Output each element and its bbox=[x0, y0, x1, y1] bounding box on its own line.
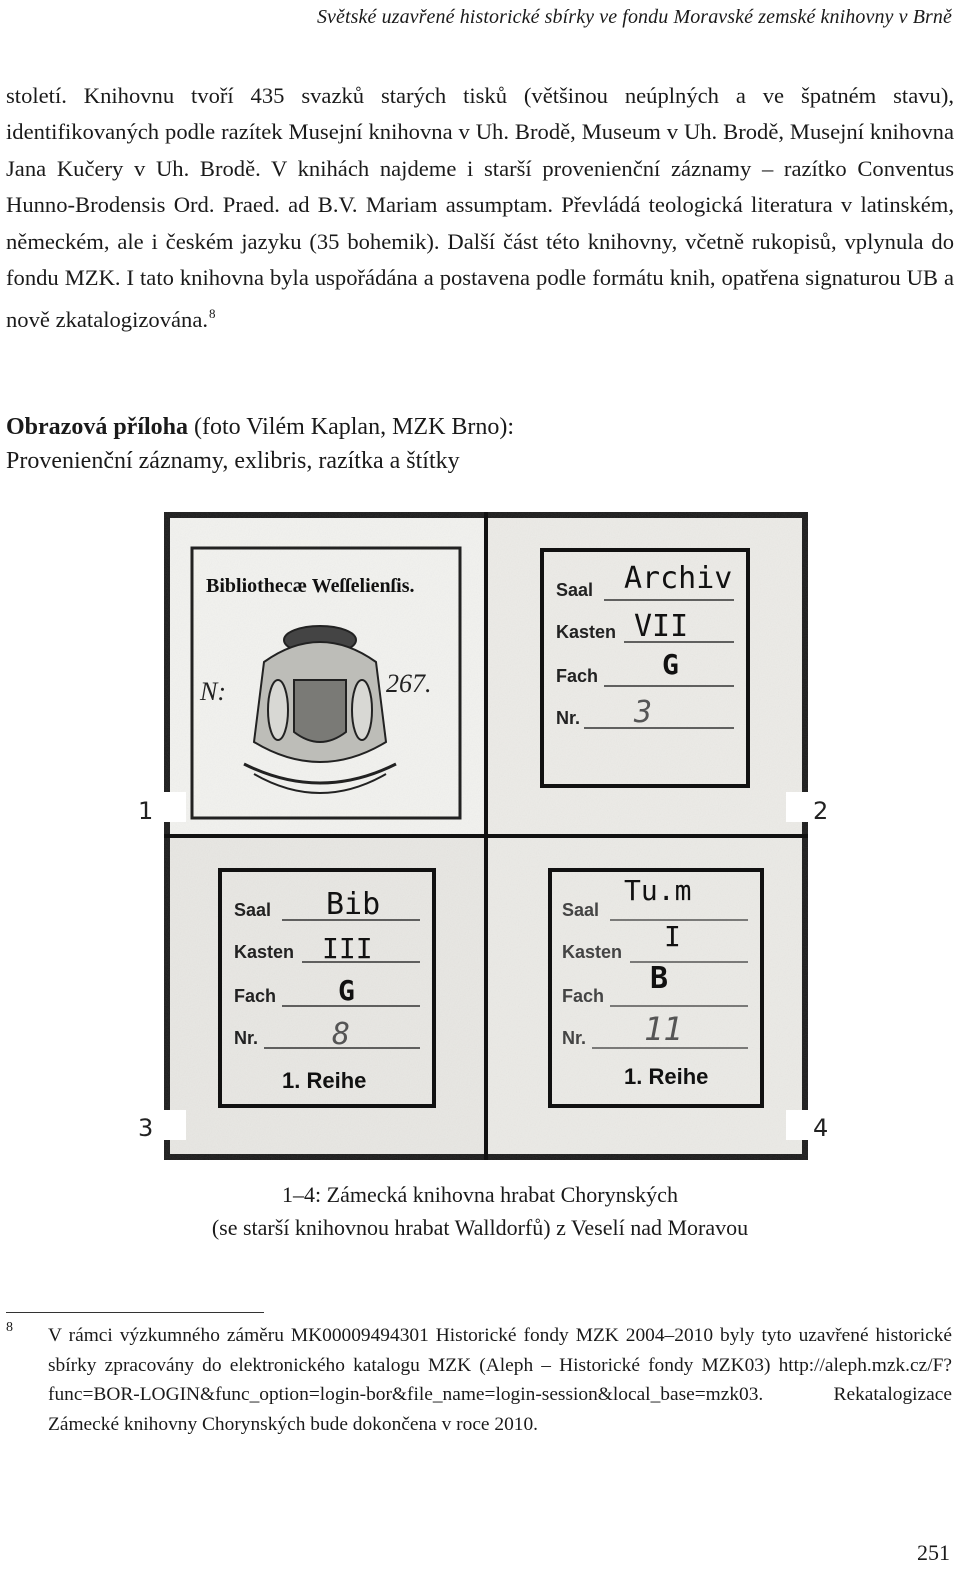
body-paragraph-text: století. Knihovnu tvoří 435 svazků starých tisků (většinou neúplných a ve špatném stavu), identifikovaných podle razítek Musejní knihovna v Uh. Brodě, Museum v Uh. Brodě, Musejní knihovna Jana Kučery v Uh. Brodě. V knihách najdeme i starší provenienční záznamy – razítko Conventus Hunno-Brodensis Ord. Praed. ad B.V. Mariam assumptam. Převládá teologická literatura v latinském, německém, ale i českém jazyku (35 bohemik). Další část této knihovny, včetně rukopisů, vplynula do fondu MZK. I tato knihovna byla uspořádána a postavena podle formátu knih, opatřena signaturou UB a nově zkatalogizována. bbox=[6, 83, 954, 333]
attachment-subtitle: Provenienční záznamy, exlibris, razítka a štítky bbox=[6, 448, 460, 474]
label-fach: Fach bbox=[556, 666, 599, 686]
panel-number-4: 4 bbox=[813, 1114, 829, 1142]
handwritten-nr: 8 bbox=[332, 1017, 351, 1052]
page-number: 251 bbox=[917, 1540, 950, 1565]
figure-caption-line-2: (se starší knihovnou hrabat Walldorfů) z Veselí nad Moravou bbox=[211, 1215, 749, 1240]
body-paragraph bbox=[6, 78, 954, 339]
label-kasten: Kasten bbox=[234, 942, 295, 962]
handwritten-saal: Bib bbox=[326, 887, 381, 922]
handwritten-saal: Archiv bbox=[624, 561, 733, 596]
attachment-title-bold: Obrazová příloha bbox=[6, 414, 189, 440]
label-kasten: Kasten bbox=[562, 942, 623, 962]
label-fach: Fach bbox=[234, 986, 277, 1006]
body-paragraph-block bbox=[6, 78, 954, 339]
handwritten-fach: B bbox=[650, 961, 669, 996]
footnote-reference[interactable]: 8 bbox=[209, 306, 216, 322]
footnote-divider bbox=[6, 1312, 264, 1313]
label-kasten: Kasten bbox=[556, 622, 617, 642]
label-saal: Saal bbox=[562, 900, 600, 920]
panel-number-3: 3 bbox=[138, 1114, 154, 1142]
handwritten-saal: Tu.m bbox=[624, 874, 692, 907]
row-label: 1. Reihe bbox=[282, 1068, 367, 1093]
panel-number-1: 1 bbox=[138, 797, 154, 825]
handwritten-fach: G bbox=[662, 648, 679, 681]
label-nr: Nr. bbox=[556, 708, 581, 728]
handwritten-kasten: I bbox=[664, 920, 681, 953]
exlibris-left-mark: N: bbox=[200, 677, 226, 706]
label-nr: Nr. bbox=[562, 1028, 587, 1048]
handwritten-kasten: VII bbox=[634, 609, 689, 644]
provenance-figure bbox=[164, 512, 808, 1160]
attachment-heading bbox=[6, 410, 954, 478]
handwritten-nr: 11 bbox=[644, 1010, 683, 1048]
footnote-text: V rámci výzkumného záměru MK00009494301 Historické fondy MZK 2004–2010 byly tyto uzavřené historické sbírky zpracovány do elektronického katalogu MZK (Aleph – Historické fondy MZK03) http://aleph.mzk.cz/F?func=BOR-LOGIN&func_option=login-bor&file_name=login-session&local_base=mzk03. Rekatalogizace Zámecké knihovny Chorynských bude dokončena v roce 2010. bbox=[48, 1325, 952, 1435]
panel-number-2: 2 bbox=[813, 797, 829, 825]
figure-panels-svg bbox=[164, 512, 808, 1160]
attachment-title-rest: (foto Vilém Kaplan, MZK Brno): bbox=[188, 414, 515, 440]
figure-caption-line-1: 1–4: Zámecká knihovna hrabat Chorynských bbox=[282, 1182, 678, 1207]
handwritten-kasten: III bbox=[322, 932, 373, 965]
exlibris-text: Bibliothecæ Weſſelienſis. bbox=[206, 575, 415, 597]
label-saal: Saal bbox=[234, 900, 272, 920]
exlibris-right-mark: 267. bbox=[386, 669, 432, 698]
label-saal: Saal bbox=[556, 580, 594, 600]
row-label: 1. Reihe bbox=[624, 1064, 709, 1089]
footnote-mark: 8 bbox=[6, 1320, 13, 1335]
label-nr: Nr. bbox=[234, 1028, 259, 1048]
handwritten-nr: 3 bbox=[634, 695, 653, 730]
handwritten-fach: G bbox=[338, 974, 355, 1007]
running-header: Světské uzavřené historické sbírky ve fondu Moravské zemské knihovny v Brně bbox=[316, 6, 952, 28]
label-fach: Fach bbox=[562, 986, 605, 1006]
figure-caption bbox=[0, 1178, 960, 1244]
